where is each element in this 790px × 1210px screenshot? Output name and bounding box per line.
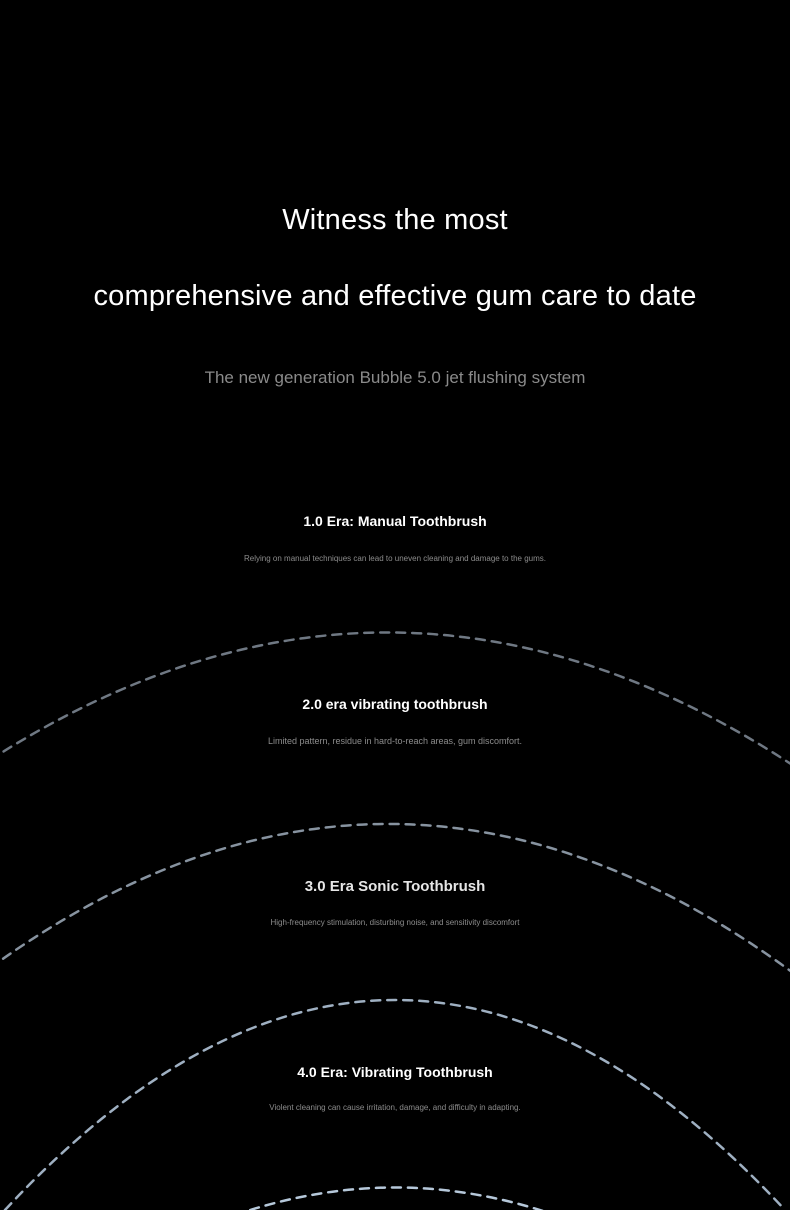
era-3-title: 3.0 Era Sonic Toothbrush (304, 878, 486, 895)
headline-line-2: comprehensive and effective gum care to date (93, 280, 697, 312)
era-1-title: 1.0 Era: Manual Toothbrush (303, 513, 487, 529)
headline-line-1: Witness the most (282, 204, 508, 236)
arc-4 (235, 1188, 555, 1210)
era-4-description: Violent cleaning can cause irritation, damage, and difficulty in adapting. (269, 1103, 521, 1112)
era-1-description: Relying on manual techniques can lead to uneven cleaning and damage to the gums. (244, 554, 546, 563)
era-2-description: Limited pattern, residue in hard-to-reach areas, gum discomfort. (267, 736, 523, 746)
era-3-description: High-frequency stimulation, disturbing noise, and sensitivity discomfort (270, 918, 520, 927)
subtitle: The new generation Bubble 5.0 jet flushing system (204, 368, 586, 387)
arc-2 (0, 824, 790, 978)
era-2-title: 2.0 era vibrating toothbrush (302, 696, 488, 712)
era-4-title: 4.0 Era: Vibrating Toothbrush (297, 1064, 493, 1080)
